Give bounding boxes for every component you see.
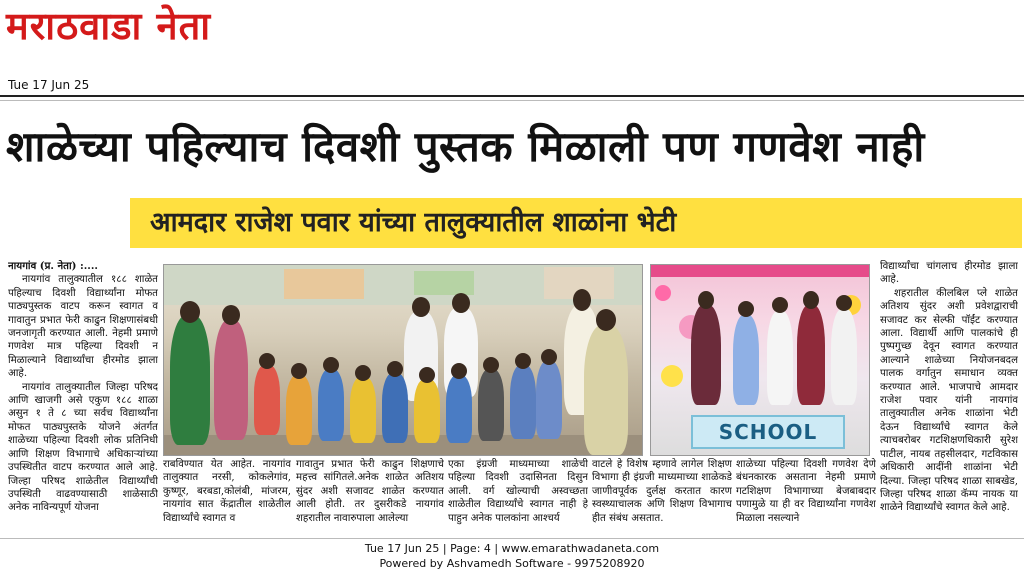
edition-date: Tue 17 Jun 25 <box>8 78 90 92</box>
article-column-8 <box>880 260 1018 530</box>
photo-school-entrance <box>650 264 870 456</box>
article-paragraph: नायगांव तालुक्यातील जिल्हा परिषद आणि खाजगी असे एकुण १८८ शाळा असुन १ ते ८ च्या सर्वच विद्यार्थ्यांना मोफत पाठ्यपुस्तके योजने अंतर्गत शाळेच्या पहिल्या दिवशी लोक प्रतिनिधी आणि शिक्षण विभागाचे अधिकाऱ्यांच्या उपस्थितीत वाटप करण्यात आले आहे. जिल्हा परिषद शाळेतील विद्यार्थ्यांची उपस्थिती वाढवण्यासाठी शाळेसाठी अनेक नाविन्यपूर्ण योजना <box>8 381 158 514</box>
article-paragraph: शाळेच्या पहिल्या दिवशी गणवेश देणे बंधनकारक असताना नेहमी प्रमाणे गटशिक्षण विभागाच्या बेजबाबदार पणामुळे या ही वर विद्यार्थ्यांना गणवेश मिळाला नसल्याने <box>736 459 876 524</box>
article-column-1 <box>8 260 158 530</box>
footer-page-info: Tue 17 Jun 25 | Page: 4 | www.emarathwadaneta.com <box>364 542 660 555</box>
photo-students-group <box>163 264 643 456</box>
article-paragraph: एका इंग्रजी माध्यमाच्या शाळेची पहिल्या दिवशी उदासिनता दिसुन आली. वर्ग खोल्याची अस्वच्छता शाळेतील विद्यार्थ्यांचे स्वागत नाही हे पाहुन अनेक पालकांना आश्चर्य <box>448 459 588 524</box>
article-column-2 <box>163 458 291 532</box>
school-sign: SCHOOL <box>691 415 845 449</box>
footer-credit: Powered by Ashvamedh Software - 9975208920 <box>379 557 645 570</box>
article-paragraph: गावातुन प्रभात फेरी काढुन शिक्षणाचे महत्त्व सांगितले.अनेक शाळेत अतिशय सुंदर अशी सजावट शाळेत करण्यात आली होती. तर दुसरीकडे नायगांव शहरातील नावारुपाला आलेल्या <box>296 459 444 524</box>
masthead-logo: मराठवाडा नेता <box>6 3 212 48</box>
article-headline: शाळेच्या पहिल्याच दिवशी पुस्तक मिळाली पण गणवेश नाही <box>6 122 925 171</box>
article-paragraph: नायगांव तालुक्यातील १८८ शाळेत पहिल्याच दिवशी विद्यार्थ्यांना मोफत पाठ्यपुस्तक वाटप करून स्वागत व गावातुन प्रभात फेरी काढुन शिक्षणासंबधी जनजागृती करण्यात आली. नेहमी प्रमाणे गणवेश मात्र पहिल्या दिवशी न मिळाल्याने विद्यार्थ्यांचा हीरमोड झाला आहे. <box>8 274 158 380</box>
header-rule <box>0 95 1024 97</box>
footer-rule <box>0 538 1024 539</box>
article-dateline: नायगांव (प्र. नेता) :.... <box>8 260 98 272</box>
article-column-6 <box>736 458 876 532</box>
article-column-5 <box>592 458 732 532</box>
article-column-3 <box>296 458 444 532</box>
article-paragraph: शहरातील कीलबिल प्ले शाळेत अतिशय सुंदर अशी प्रवेशद्वाराची सजावट कर सेल्फी पॉईंट करण्यात आला. विद्यार्थी आणि पालकांचे ही पुष्पगुच्छ देवून स्वागत करण्यात आल्याने शाळेच्या नियोजनबदल पालक वर्गातुन समाधान व्यक्त करण्यात आले. भाजपाचे आमदार राजेश पवार यांनी नायगांव तालुक्यातील अनेक शाळांना भेटी देऊन विद्यार्थ्यांचे स्वागत केले त्याचबरोबर गटशिक्षणधिकारी सुरेश पाटील, नायब तहसीलदार, गटविकास अधिकारी आदींनी शाळांना भेटी दिल्या. जिल्हा परिषद शाळा साबखेड, जिल्हा परिषद शाळा कॅम्प नायक या शाळेने विद्यार्थ्यांचे स्वागत केले आहे. <box>880 287 1018 514</box>
article-paragraph: राबविण्यात येत आहेत. नायगांव तालुक्यात नरसी, कोकलेगांव, कुष्णूर, बरबडा,कोलंबी, मांजरम, नायगांव सात केंद्रातील शाळेतील विद्यार्थ्यांचे स्वागत व <box>163 459 291 524</box>
article-paragraph: वाटले हे विशेष म्हणावे लागेल शिक्षण विभागा ही इंग्रजी माध्यमाच्या शाळेकडे जाणीवपूर्वक दुर्लक्ष करतात कारण स्वस्थ्याचालक अणि शिक्षण विभागाच हीत संबंध असतात. <box>592 459 732 524</box>
article-subheadline: आमदार राजेश पवार यांच्या तालुक्यातील शाळांना भेटी <box>150 207 677 238</box>
article-column-4 <box>448 458 588 532</box>
article-paragraph: विद्यार्थ्यांचा चांगलाच हीरमोड झाला आहे. <box>880 261 1018 286</box>
